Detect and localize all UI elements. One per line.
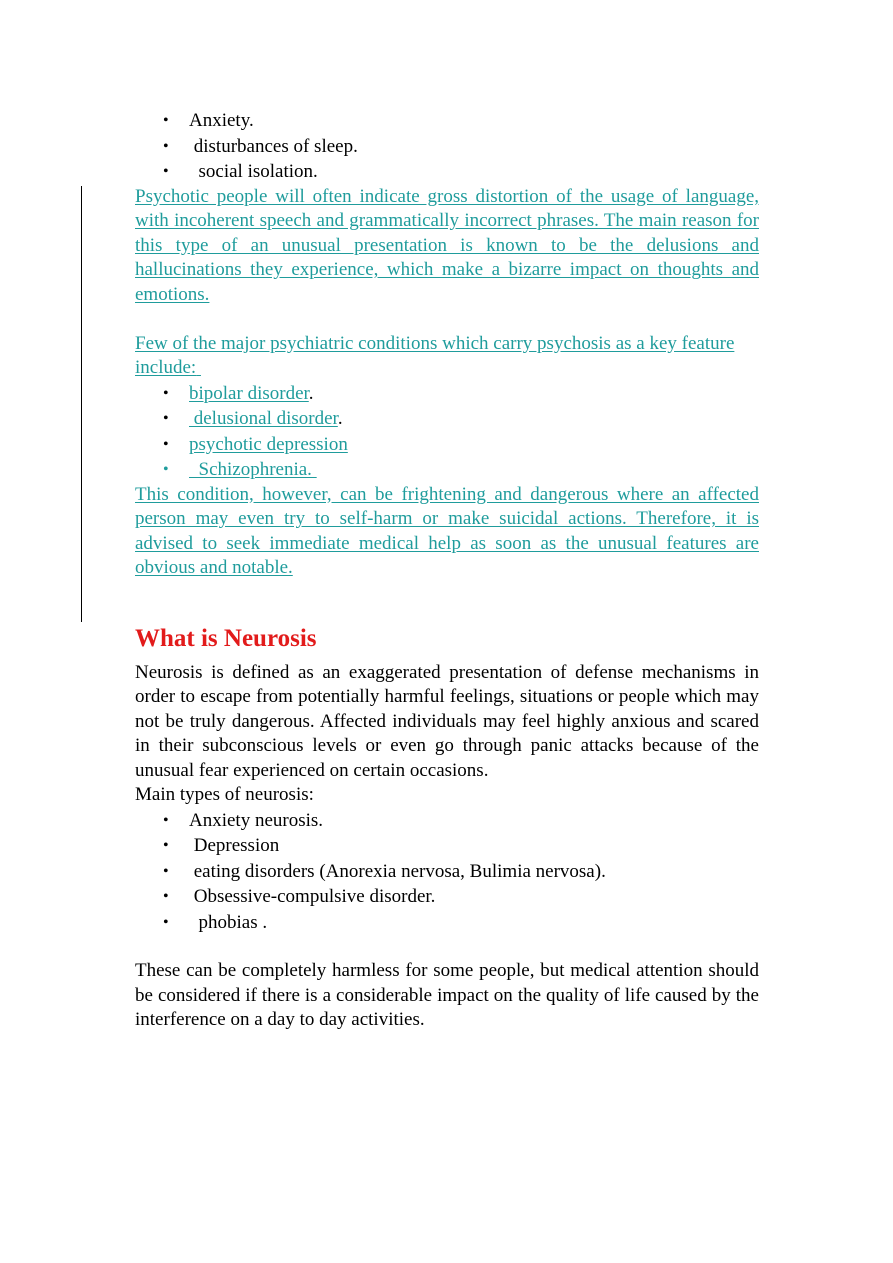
bullet-icon: • — [163, 888, 169, 905]
section-heading: What is Neurosis — [135, 624, 317, 652]
bullet-icon: • — [163, 862, 169, 880]
bullet-icon: • — [163, 461, 169, 478]
list-item: • delusional disorder. — [135, 406, 759, 432]
bullet-icon: • — [163, 811, 169, 829]
list-item: • eating disorders (Anorexia nervosa, Bulimia nervosa). — [135, 859, 759, 885]
psychosis-conditions-intro: Few of the major psychiatric conditions which carry psychosis as a key feature include: — [135, 332, 735, 378]
bullet-icon: • — [163, 163, 169, 180]
list-item: • Anxiety. — [135, 108, 759, 134]
neurosis-types-list — [135, 808, 759, 936]
psychosis-conditions-list — [135, 381, 759, 483]
list-item: • disturbances of sleep. — [135, 134, 759, 160]
bullet-icon: • — [163, 384, 169, 402]
paragraph-spacer — [135, 935, 759, 959]
psychosis-warning-paragraph: This condition, however, can be frightening and dangerous where an affected person may even try to self-harm or make suicidal actions. Therefore, it is advised to seek immediate medical help as soon as the unusual features are obvious and notable. — [135, 483, 759, 578]
bullet-icon: • — [163, 913, 169, 931]
bullet-icon: • — [163, 112, 169, 129]
bullet-icon: • — [163, 837, 169, 854]
list-item: • social isolation. — [135, 159, 759, 185]
bullet-icon: • — [163, 410, 169, 427]
list-item: • Anxiety neurosis. — [135, 808, 759, 834]
list-item: • Obsessive-compulsive disorder. — [135, 884, 759, 910]
list-item: • Depression — [135, 833, 759, 859]
page-content — [135, 108, 759, 1033]
bullet-icon: • — [163, 137, 169, 155]
bullet-icon: • — [163, 435, 169, 453]
neurosis-definition-paragraph: Neurosis is defined as an exaggerated presentation of defense mechanisms in order to escape from potentially harmful feelings, situations or people which may not be truly dangerous. Affected individuals may feel highly anxious and scared in their subconscious levels or even go through panic attacks because of the unusual fear experienced on certain occasions. — [135, 661, 759, 781]
psychosis-language-paragraph: Psychotic people will often indicate gross distortion of the usage of language, with incoherent speech and grammatically incorrect phrases. The main reason for this type of an unusual presentation is known to be the delusions and hallucinations they experience, which make a bizarre impact on thoughts and emotions. — [135, 185, 759, 305]
revision-change-bar — [81, 186, 82, 622]
symptom-list — [135, 108, 759, 185]
paragraph-spacer — [135, 307, 759, 332]
neurosis-types-label: Main types of neurosis: — [135, 784, 314, 805]
list-item: • Schizophrenia. — [135, 457, 759, 483]
list-item: • phobias . — [135, 910, 759, 936]
list-item: • bipolar disorder. — [135, 381, 759, 407]
list-item: • psychotic depression — [135, 432, 759, 458]
neurosis-closing-paragraph: These can be completely harmless for some people, but medical attention should be considered if there is a considerable impact on the quality of life caused by the interference on a day to day activities. — [135, 960, 759, 1030]
section-spacer — [135, 581, 759, 623]
